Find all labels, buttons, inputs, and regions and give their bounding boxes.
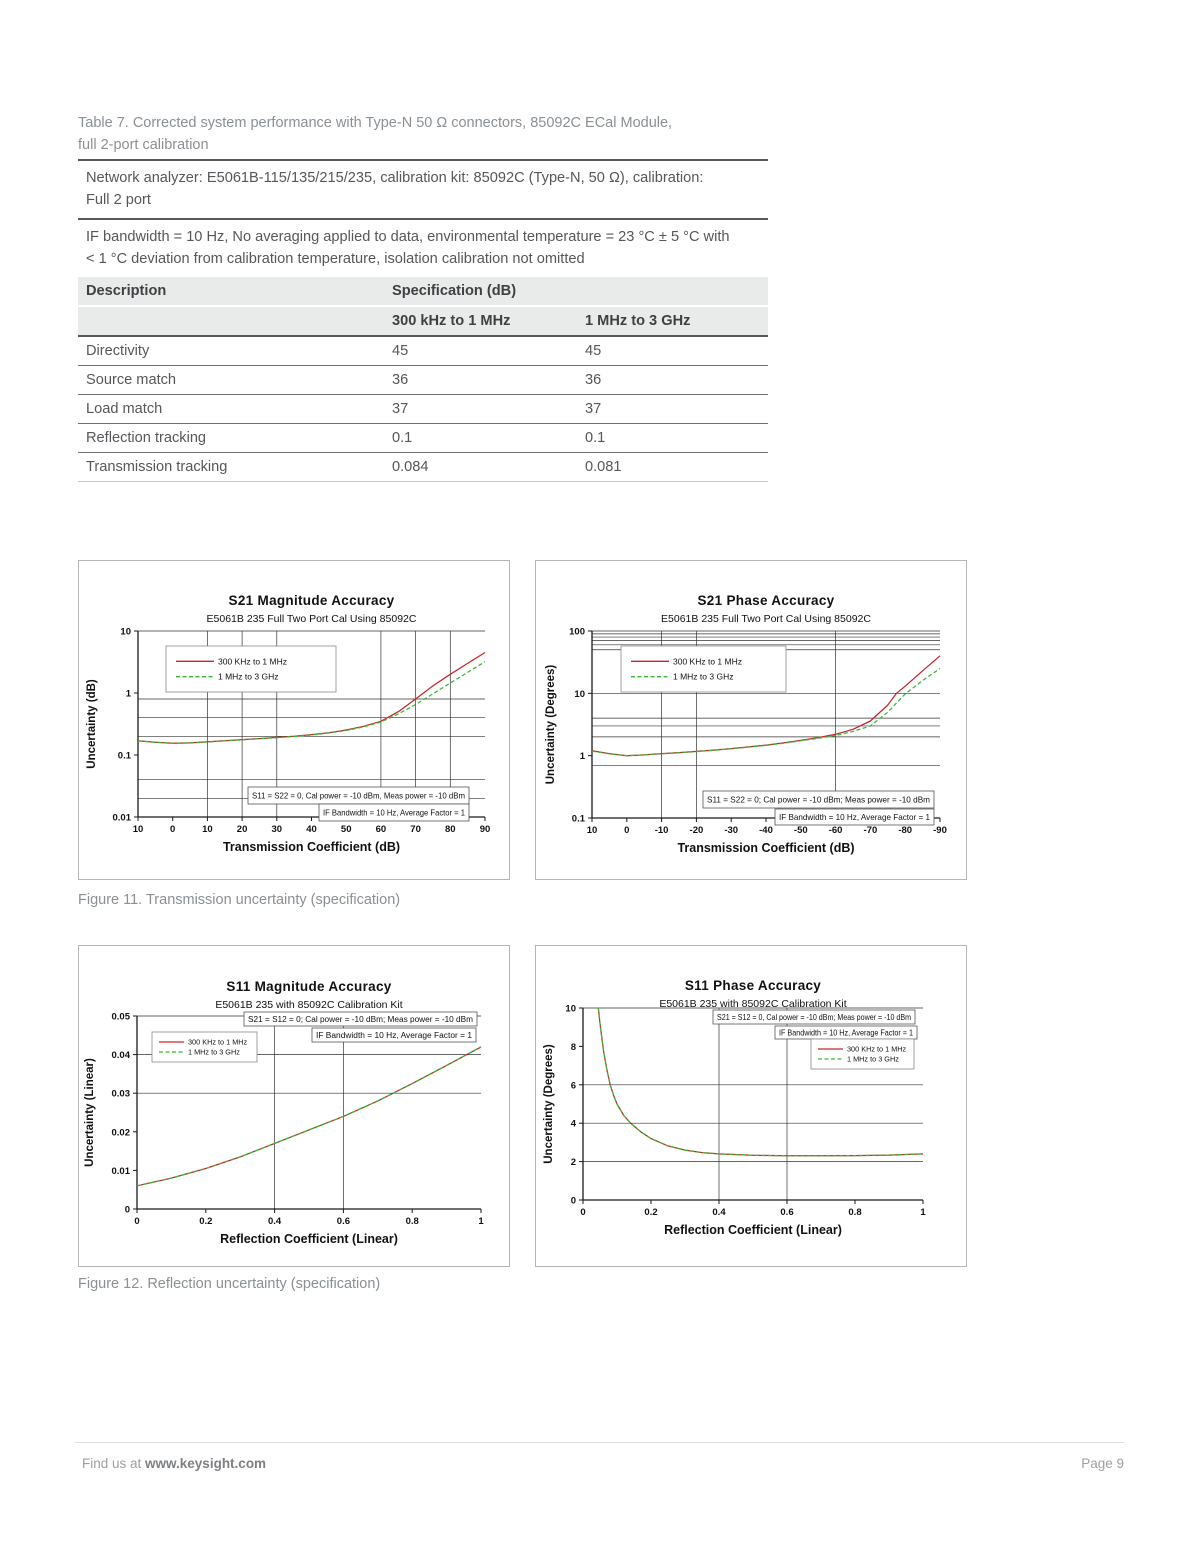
legend-label: 1 MHz to 3 GHz xyxy=(673,671,734,682)
y-tick-label: 0.02 xyxy=(111,1127,130,1139)
y-tick-label: 100 xyxy=(569,626,585,638)
y-tick-label: 10 xyxy=(574,688,585,700)
x-tick-label: 10 xyxy=(132,824,144,835)
y-tick-label: 1 xyxy=(579,751,585,763)
footer-divider xyxy=(75,1442,1124,1443)
cell-band2-value: 0.081 xyxy=(585,459,622,475)
series-curve xyxy=(137,1047,481,1186)
table-row xyxy=(78,424,768,453)
cell-band2-value: 0.1 xyxy=(585,430,606,446)
footer-page-number: Page 9 xyxy=(1081,1456,1124,1471)
chart-s21-magnitude-svg xyxy=(79,561,509,879)
chart-title: S21 Phase Accuracy xyxy=(697,593,835,608)
x-tick-label: 10 xyxy=(202,824,213,835)
x-tick-label: 0.8 xyxy=(405,1216,419,1227)
chart-s11-phase-accuracy xyxy=(535,945,967,1267)
x-tick-label: 30 xyxy=(271,824,283,835)
table-row xyxy=(78,395,768,424)
x-tick-label: 50 xyxy=(340,824,352,835)
chart-s11-magnitude-svg xyxy=(79,946,509,1266)
info-row-1-line2: Full 2 port xyxy=(86,191,151,208)
y-tick-label: 2 xyxy=(570,1157,576,1169)
col-subheader-empty xyxy=(86,312,392,330)
annotation-text: S11 = S22 = 0; Cal power = -10 dBm; Meas power = -10 dBm xyxy=(707,795,931,805)
x-tick-label: -80 xyxy=(898,825,913,836)
cell-band2-value: 45 xyxy=(585,343,602,359)
col-header-band1: 300 kHz to 1 MHz xyxy=(392,313,511,329)
legend-label: 300 KHz to 1 MHz xyxy=(673,656,742,667)
table-info-row-analyzer xyxy=(78,159,768,218)
x-tick-label: 70 xyxy=(410,824,421,835)
table-row xyxy=(78,337,768,366)
cell-band1-value: 37 xyxy=(392,401,409,417)
x-tick-label: -20 xyxy=(689,825,704,836)
cell-band1-value: 0.084 xyxy=(392,459,429,475)
legend-label: 1 MHz to 3 GHz xyxy=(847,1054,899,1064)
x-tick-label: 60 xyxy=(375,824,387,835)
footer-find-us xyxy=(82,1456,266,1471)
y-tick-label: 0.03 xyxy=(111,1088,130,1100)
x-tick-label: 90 xyxy=(479,824,491,835)
cell-description: Directivity xyxy=(86,343,150,359)
x-tick-label: 0 xyxy=(134,1216,140,1227)
chart-title: S11 Magnitude Accuracy xyxy=(226,979,392,994)
x-tick-label: 0 xyxy=(170,824,176,835)
y-axis-label: Uncertainty (Degrees) xyxy=(543,1044,555,1164)
x-axis-label: Transmission Coefficient (dB) xyxy=(677,841,855,855)
y-tick-label: 10 xyxy=(120,626,131,638)
y-axis-label: Uncertainty (Linear) xyxy=(84,1058,96,1167)
y-axis-label: Uncertainty (dB) xyxy=(86,679,98,769)
x-tick-label: 80 xyxy=(445,824,456,835)
x-tick-label: 1 xyxy=(920,1207,926,1218)
table-caption-line2: full 2-port calibration xyxy=(78,137,209,153)
y-tick-label: 1 xyxy=(125,688,131,700)
x-tick-label: 0.4 xyxy=(267,1216,282,1227)
x-tick-label: 0 xyxy=(624,825,630,836)
x-tick-label: 40 xyxy=(306,824,317,835)
chart-subtitle: E5061B 235 with 85092C Calibration Kit xyxy=(659,998,847,1010)
info-row-1-line1: Network analyzer: E5061B-115/135/215/235, calibration kit: 85092C (Type-N, 50 Ω), calibration: xyxy=(86,170,704,186)
cell-description: Reflection tracking xyxy=(86,430,207,446)
cell-band1-value: 36 xyxy=(392,372,409,388)
y-tick-label: 6 xyxy=(570,1080,576,1092)
annotation-text: S11 = S22 = 0, Cal power = -10 dBm, Meas power = -10 dBm xyxy=(252,791,466,801)
footer-find-us-text: Find us at xyxy=(82,1456,146,1471)
legend-label: 300 KHz to 1 MHz xyxy=(188,1037,248,1047)
annotation-text: S21 = S12 = 0; Cal power = -10 dBm; Meas power = -10 dBm xyxy=(248,1014,473,1024)
table-subheader-row xyxy=(78,305,768,335)
table-caption xyxy=(78,112,768,156)
x-tick-label: -10 xyxy=(654,825,669,836)
annotation-text: S21 = S12 = 0, Cal power = -10 dBm; Meas power = -10 dBm xyxy=(717,1012,911,1022)
annotation-text: IF Bandwidth = 10 Hz, Average Factor = 1 xyxy=(323,808,466,818)
annotation-text: IF Bandwidth = 10 Hz, Average Factor = 1 xyxy=(779,1028,913,1038)
col-header-specification: Specification (dB) xyxy=(392,283,517,299)
x-tick-label: 1 xyxy=(478,1216,484,1227)
y-tick-label: 0.01 xyxy=(112,812,131,824)
chart-subtitle: E5061B 235 Full Two Port Cal Using 85092C xyxy=(661,613,871,625)
x-tick-label: 0.8 xyxy=(848,1207,862,1218)
chart-s11-magnitude-accuracy xyxy=(78,945,510,1267)
y-tick-label: 0.04 xyxy=(111,1050,130,1062)
x-tick-label: 0.6 xyxy=(780,1207,794,1218)
table-row xyxy=(78,366,768,395)
figure-11-caption: Figure 11. Transmission uncertainty (specification) xyxy=(78,892,401,908)
table-caption-line1: Table 7. Corrected system performance with Type-N 50 Ω connectors, 85092C ECal Module, xyxy=(78,115,673,131)
legend-box xyxy=(621,646,786,692)
chart-subtitle: E5061B 235 with 85092C Calibration Kit xyxy=(215,999,403,1011)
x-tick-label: 0.4 xyxy=(712,1207,726,1218)
series-curve xyxy=(137,1047,481,1186)
chart-s21-phase-svg xyxy=(536,561,966,879)
footer-url[interactable]: www.keysight.com xyxy=(145,1456,267,1471)
legend-box xyxy=(166,646,336,692)
x-tick-label: -50 xyxy=(793,825,808,836)
x-tick-label: 10 xyxy=(586,825,598,836)
x-tick-label: -90 xyxy=(933,825,947,836)
y-tick-label: 0.05 xyxy=(111,1011,130,1023)
x-tick-label: 20 xyxy=(236,824,248,835)
x-tick-label: -60 xyxy=(828,825,843,836)
chart-s21-magnitude-accuracy xyxy=(78,560,510,880)
y-tick-label: 0.1 xyxy=(571,813,585,825)
cell-band2-value: 36 xyxy=(585,372,602,388)
cell-description: Load match xyxy=(86,401,163,417)
table-row xyxy=(78,453,768,482)
y-tick-label: 0 xyxy=(570,1195,576,1207)
x-tick-label: 0.2 xyxy=(644,1207,658,1218)
chart-s11-phase-svg xyxy=(536,946,966,1266)
cell-band1-value: 45 xyxy=(392,343,409,359)
x-tick-label: 0 xyxy=(580,1207,586,1218)
table-section xyxy=(78,112,768,482)
x-axis-label: Transmission Coefficient (dB) xyxy=(222,840,401,854)
legend-label: 1 MHz to 3 GHz xyxy=(188,1047,240,1057)
legend-label: 300 KHz to 1 MHz xyxy=(218,656,287,667)
chart-title: S11 Phase Accuracy xyxy=(684,978,822,993)
legend-label: 1 MHz to 3 GHz xyxy=(218,671,279,682)
table-body xyxy=(78,337,768,482)
chart-s21-phase-accuracy xyxy=(535,560,967,880)
x-axis-label: Reflection Coefficient (Linear) xyxy=(220,1232,398,1246)
cell-band1-value: 0.1 xyxy=(392,430,413,446)
col-header-description: Description xyxy=(86,283,167,299)
y-tick-label: 10 xyxy=(565,1003,576,1015)
y-tick-label: 4 xyxy=(570,1118,576,1130)
table-info-row-conditions xyxy=(78,218,768,277)
x-tick-label: 0.6 xyxy=(336,1216,351,1227)
x-tick-label: -70 xyxy=(863,825,878,836)
x-tick-label: -40 xyxy=(759,825,773,836)
annotation-text: IF Bandwidth = 10 Hz, Average Factor = 1 xyxy=(779,812,931,822)
x-axis-label: Reflection Coefficient (Linear) xyxy=(664,1223,842,1237)
y-tick-label: 8 xyxy=(570,1041,576,1053)
figure-12-caption: Figure 12. Reflection uncertainty (specification) xyxy=(78,1276,381,1292)
info-row-2-line2: < 1 °C deviation from calibration temperature, isolation calibration not omitted xyxy=(86,250,585,267)
y-tick-label: 0.1 xyxy=(117,750,131,762)
cell-description: Source match xyxy=(86,372,177,388)
info-row-2-line1: IF bandwidth = 10 Hz, No averaging applied to data, environmental temperature = 23 °C ± 5 °C with xyxy=(86,229,730,245)
cell-description: Transmission tracking xyxy=(86,459,228,475)
y-tick-label: 0 xyxy=(124,1204,130,1216)
x-tick-label: -30 xyxy=(724,825,739,836)
legend-label: 300 KHz to 1 MHz xyxy=(847,1044,907,1054)
annotation-text: IF Bandwidth = 10 Hz, Average Factor = 1 xyxy=(316,1030,472,1040)
chart-subtitle: E5061B 235 Full Two Port Cal Using 85092C xyxy=(206,613,417,625)
cell-band2-value: 37 xyxy=(585,401,602,417)
x-tick-label: 0.2 xyxy=(199,1216,213,1227)
y-axis-label: Uncertainty (Degrees) xyxy=(545,664,557,785)
table-header-row xyxy=(78,277,768,305)
col-header-band2: 1 MHz to 3 GHz xyxy=(585,313,691,329)
y-tick-label: 0.01 xyxy=(111,1165,130,1177)
chart-title: S21 Magnitude Accuracy xyxy=(228,593,395,608)
